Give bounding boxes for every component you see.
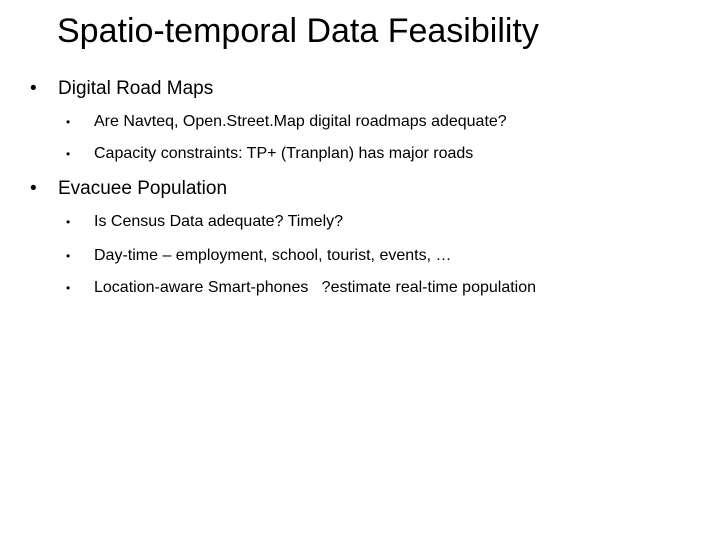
bullet: •: [66, 215, 71, 229]
list-item-text: Is Census Data adequate? Timely?: [94, 213, 344, 230]
list-item-text: Day-time – employment, school, tourist, events, …: [94, 247, 452, 264]
bullet: •: [66, 281, 71, 295]
list-item-text: Capacity constraints: TP+ (Tranplan) has major roads: [94, 145, 474, 162]
list-item-text: Are Navteq, Open.Street.Map digital roadmaps adequate?: [94, 113, 507, 130]
bullet: •: [66, 147, 71, 161]
bullet: •: [30, 78, 37, 99]
list-item-text: Location-aware Smart-phones ?estimate real-time population: [94, 279, 537, 296]
bullet: •: [66, 115, 71, 129]
slide-title: Spatio-temporal Data Feasibility: [57, 12, 539, 50]
bullet: •: [30, 178, 37, 199]
section-heading-text: Evacuee Population: [58, 178, 228, 199]
bullet: •: [66, 249, 71, 263]
section-heading-text: Digital Road Maps: [58, 78, 214, 99]
